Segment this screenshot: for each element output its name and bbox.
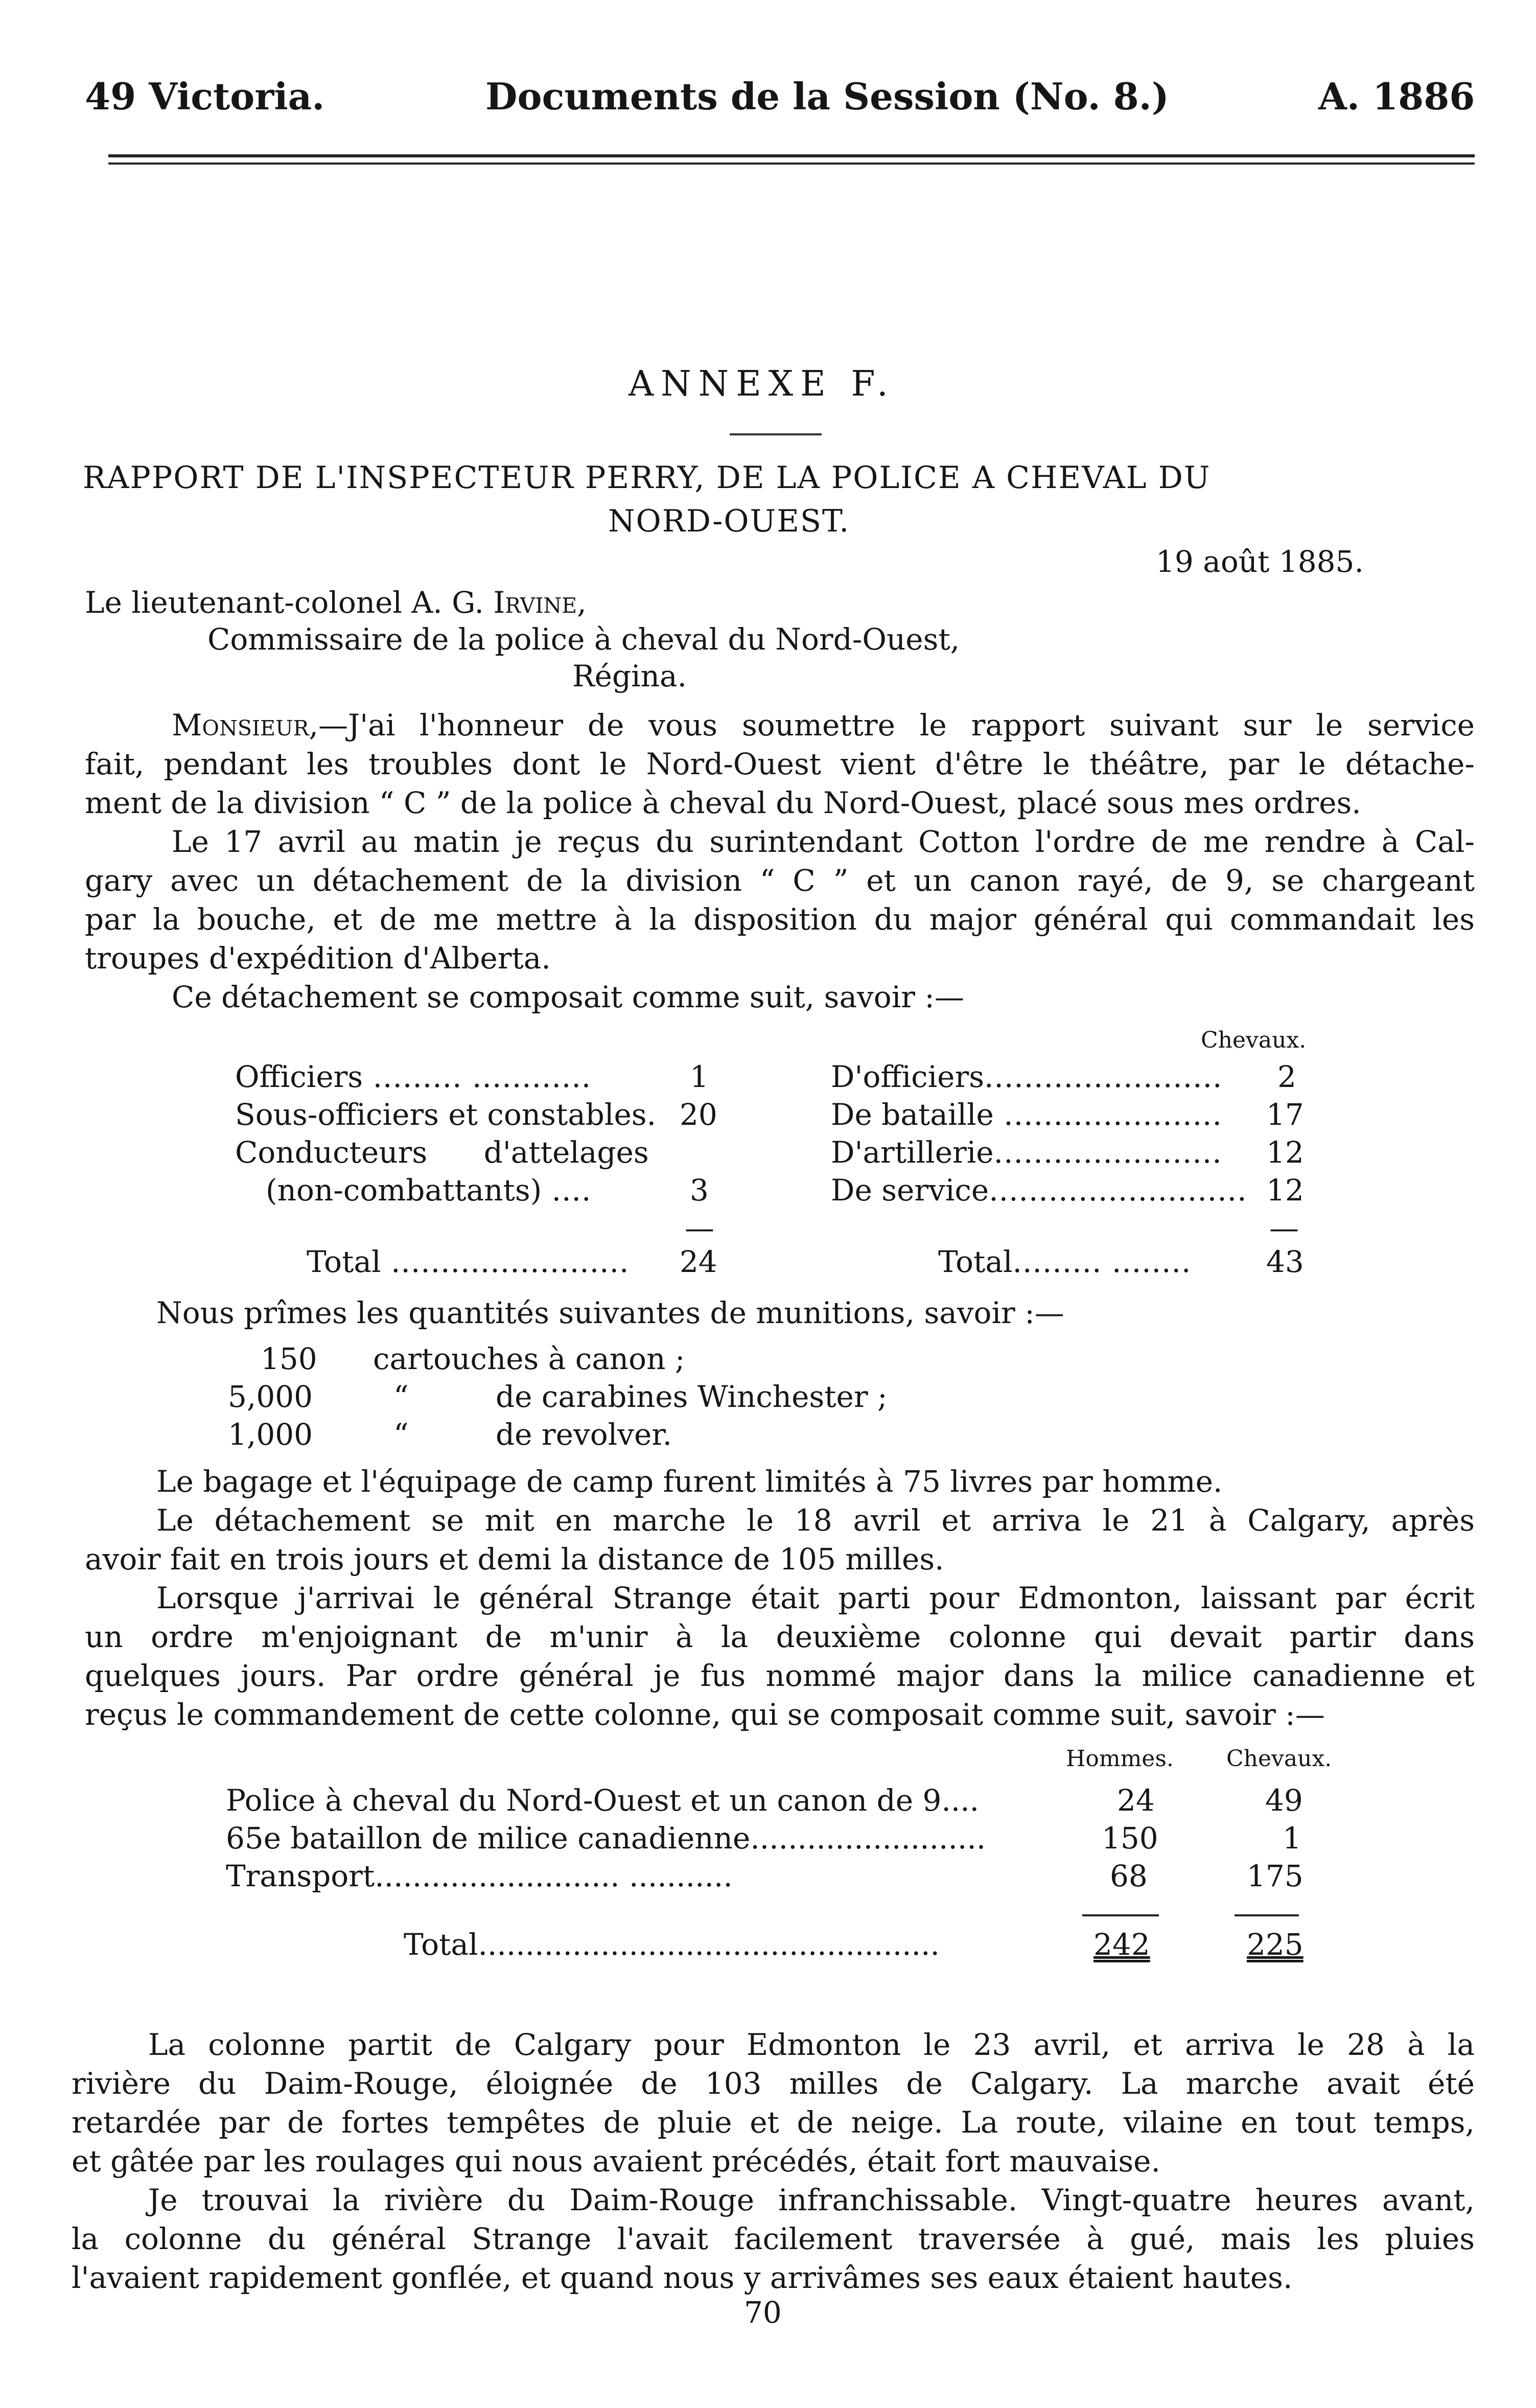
- p7-line2: un ordre m'enjoignant de m'unir à la deuxième colonne qui devait partir dans: [85, 1619, 1475, 1654]
- det-right-row2: [831, 1095, 1222, 1134]
- col-total-men: 242: [1093, 1927, 1150, 1962]
- col-row-label: Police à cheval du Nord-Ouest et un canon de 9....: [226, 1783, 980, 1818]
- det-right-value2: 17: [1266, 1097, 1304, 1132]
- p6-line1: Le détachement se mit en marche le 18 avril et arriva le 21 à Calgary, après: [156, 1503, 1475, 1538]
- det-right-total-value: 43: [1266, 1244, 1304, 1279]
- col-row-horses: 175: [1247, 1859, 1304, 1893]
- col-row-label: 65e bataillon de milice canadienne.........................: [226, 1821, 986, 1856]
- addressee-line1: [85, 583, 587, 622]
- p9-line1: Je trouvai la rivière du Daim-Rouge infranchissable. Vingt-quatre heures avant,: [148, 2183, 1475, 2217]
- munition-ditto: “: [393, 1379, 409, 1414]
- p2-line3: par la bouche, et de me mettre à la disposition du major général qui commandait les: [85, 902, 1475, 937]
- report-title-line2: NORD-OUEST.: [608, 503, 850, 539]
- det-left-row1: [235, 1057, 591, 1097]
- report-title-line1: RAPPORT DE L'INSPECTEUR PERRY, DE LA POLICE A CHEVAL DU: [83, 460, 1211, 496]
- det-right-row4: [831, 1170, 1247, 1210]
- title-divider: [730, 433, 822, 435]
- col-total-horses: 225: [1247, 1927, 1304, 1962]
- page-number: 70: [744, 2295, 782, 2330]
- col-row-horses: 1: [1283, 1821, 1301, 1856]
- munition-qty: 1,000: [228, 1417, 313, 1452]
- p2-line4: troupes d'expédition d'Alberta.: [85, 941, 551, 976]
- det-left-dash: —: [685, 1211, 714, 1245]
- det-left-value1: 1: [690, 1059, 709, 1094]
- munition-text: cartouches à canon ;: [373, 1341, 685, 1376]
- munition-qty: 5,000: [228, 1379, 313, 1414]
- det-left-label: Officiers: [235, 1059, 363, 1094]
- p1-line3: ment de la division “ C ” de la police à cheval du Nord-Ouest, placé sous mes ordres.: [85, 785, 1361, 820]
- annex-title: ANNEXE F.: [629, 364, 895, 404]
- det-left-total-label: Total: [307, 1244, 381, 1279]
- p9-line2: la colonne du général Strange l'avait facilement traversée à gué, mais les pluies: [72, 2221, 1475, 2256]
- det-left-dots: ......... ............: [363, 1059, 592, 1094]
- p2-line2: gary avec un détachement de la division “ C ” et un canon rayé, de 9, se chargeant: [85, 863, 1475, 898]
- p8-line2: rivière du Daim-Rouge, éloignée de 103 milles de Calgary. La marche avait été: [72, 2066, 1475, 2101]
- men-total-rule: [1082, 1914, 1159, 1916]
- det-left-row3: Conducteurs d'attelages: [235, 1135, 649, 1170]
- det-right-total-label: Total: [938, 1244, 1013, 1279]
- horses-total-rule: [1235, 1914, 1299, 1916]
- p2-line1: Le 17 avril au matin je reçus du surintendant Cotton l'ordre de me rendre à Cal-: [172, 824, 1475, 859]
- det-right-dots: ..........................: [989, 1173, 1247, 1208]
- det-right-value1: 2: [1277, 1059, 1296, 1094]
- munition-ditto: “: [393, 1417, 409, 1452]
- det-right-label: D'officiers: [831, 1059, 984, 1094]
- det-left-value4: 3: [690, 1173, 709, 1208]
- det-right-label: D'artillerie: [831, 1135, 994, 1170]
- p8-line4: et gâtée par les roulages qui nous avaient précédés, était fort mauvaise.: [72, 2144, 1160, 2179]
- det-left-label: (non-combattants): [266, 1173, 542, 1208]
- header-session: Documents de la Session (No. 8.): [485, 75, 1169, 118]
- det-right-label: De service: [831, 1173, 989, 1208]
- det-right-label: De bataille: [831, 1097, 994, 1132]
- det-left-total-value: 24: [680, 1244, 717, 1279]
- header-rule-bottom: [108, 163, 1475, 165]
- det-right-value4: 12: [1266, 1173, 1304, 1208]
- col-header-men: Hommes.: [1066, 1746, 1174, 1772]
- det-right-dots: ......................: [993, 1097, 1222, 1132]
- munition-text: de carabines Winchester ;: [496, 1379, 888, 1414]
- det-right-row1: [831, 1057, 1222, 1097]
- p5-line1: Le bagage et l'équipage de camp furent limités à 75 livres par homme.: [156, 1464, 1223, 1499]
- det-left-row2: Sous-officiers et constables.: [235, 1097, 657, 1132]
- munition-text: de revolver.: [496, 1417, 672, 1452]
- col-row-men: 150: [1102, 1821, 1158, 1856]
- det-left-total: [307, 1242, 629, 1282]
- det-left-row4: [266, 1170, 591, 1210]
- col-row-men: 68: [1110, 1859, 1148, 1893]
- header-year: A. 1886: [1318, 75, 1475, 118]
- det-right-dots: ........................: [984, 1059, 1223, 1094]
- horses-header: Chevaux.: [1201, 1027, 1307, 1053]
- addressee-name: Irvine,: [493, 585, 587, 620]
- addressee-prefix: Le lieutenant-colonel A. G.: [85, 585, 494, 620]
- det-right-total: [938, 1242, 1191, 1282]
- header-volume: 49 Victoria.: [85, 75, 325, 118]
- det-right-row3: [831, 1132, 1222, 1172]
- letter-date: 19 août 1885.: [1156, 544, 1364, 579]
- p7-line1: Lorsque j'arrivai le général Strange était parti pour Edmonton, laissant par écrit: [156, 1581, 1475, 1615]
- p4-line1: Nous prîmes les quantités suivantes de munitions, savoir :—: [156, 1295, 1064, 1330]
- p7-line4: reçus le commandement de cette colonne, qui se composait comme suit, savoir :—: [85, 1697, 1325, 1732]
- salutation: Monsieur,: [172, 708, 318, 743]
- det-right-dash: —: [1269, 1211, 1299, 1245]
- det-left-total-dots: ........................: [381, 1244, 630, 1279]
- p1-line2: fait, pendant les troubles dont le Nord-Ouest vient d'être le théâtre, par le détache-: [85, 747, 1475, 781]
- header-rule-top: [108, 154, 1475, 157]
- p3-line1: Ce détachement se composait comme suit, savoir :—: [172, 980, 964, 1014]
- det-right-total-dots: ......... ........: [1012, 1244, 1192, 1279]
- col-row-men: 24: [1117, 1783, 1155, 1818]
- p1-line1: [172, 705, 1475, 745]
- p8-line3: retardée par de fortes tempêtes de pluie et de neige. La route, vilaine en tout temps,: [72, 2105, 1475, 2140]
- p7-line3: quelques jours. Par ordre général je fus nommé major dans la milice canadienne et: [85, 1658, 1475, 1693]
- col-header-horses: Chevaux.: [1226, 1746, 1332, 1772]
- p6-line2: avoir fait en trois jours et demi la distance de 105 milles.: [85, 1542, 944, 1577]
- col-row-label: Transport.......................... ...........: [226, 1859, 733, 1893]
- col-row-horses: 49: [1265, 1783, 1303, 1818]
- munition-qty: 150: [261, 1341, 317, 1376]
- p8-line1: La colonne partit de Calgary pour Edmonton le 23 avril, et arriva le 28 à la: [148, 2027, 1475, 2062]
- det-right-value3: 12: [1266, 1135, 1304, 1170]
- p9-line3: l'avaient rapidement gonflée, et quand nous y arrivâmes ses eaux étaient hautes.: [72, 2260, 1293, 2295]
- det-left-dots: ....: [542, 1173, 592, 1208]
- p1-text1: —J'ai l'honneur de vous soumettre le rapport suivant sur le service: [318, 708, 1475, 743]
- addressee-line2: Commissaire de la police à cheval du Nord-Ouest,: [207, 622, 960, 657]
- det-left-value2: 20: [680, 1097, 717, 1132]
- addressee-line3: Régina.: [572, 659, 687, 693]
- col-total-label: Total.................................................: [404, 1927, 940, 1962]
- det-right-dots: .......................: [993, 1135, 1222, 1170]
